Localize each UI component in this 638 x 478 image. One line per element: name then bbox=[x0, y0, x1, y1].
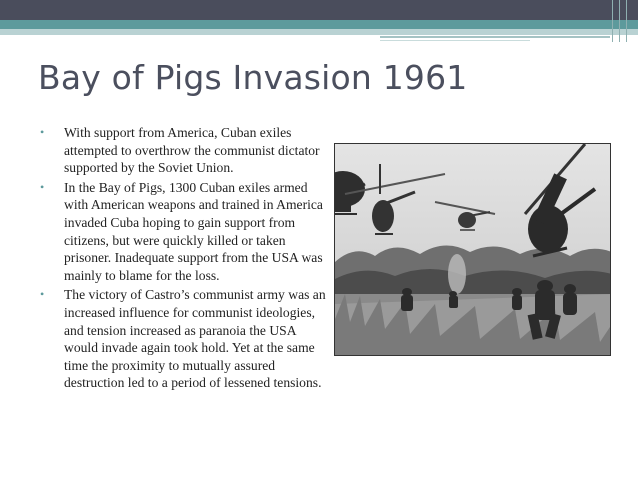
header-divider bbox=[619, 0, 620, 42]
bullet-text: The victory of Castro’s communist army was an increased influence for communist ideologies, and tension increased as paranoia the USA would invade again took hold. Yet at the same time the proximity to mutually assured destruction led to a period of lessened tensions. bbox=[64, 287, 326, 391]
bullet-list bbox=[38, 124, 328, 394]
bullet-item bbox=[38, 179, 328, 285]
header-band-light bbox=[0, 29, 638, 35]
bullet-dot-icon: • bbox=[40, 287, 45, 302]
header-band-dark bbox=[0, 0, 638, 20]
header-accent-line bbox=[380, 40, 530, 41]
header-accent-line bbox=[380, 36, 610, 38]
bullet-item bbox=[38, 124, 328, 177]
bullet-dot-icon: • bbox=[40, 125, 45, 139]
bullet-item bbox=[38, 286, 328, 392]
slide-title: Bay of Pigs Invasion 1961 bbox=[38, 58, 468, 97]
bullet-dot-icon: • bbox=[40, 179, 45, 194]
helicopter-scene-illustration bbox=[335, 144, 611, 356]
header-divider bbox=[626, 0, 627, 42]
header-divider bbox=[612, 0, 613, 42]
bullet-text: With support from America, Cuban exiles attempted to overthrow the communist dictator supported by the Soviet Union. bbox=[64, 125, 320, 176]
helicopter-photo bbox=[334, 143, 611, 356]
bullet-text: In the Bay of Pigs, 1300 Cuban exiles armed with American weapons and trained in America invaded Cuba hoping to gain support from citizens, but were quickly killed or taken prisoner. Inadequate support from the USA was mainly to blame for the loss. bbox=[64, 179, 323, 283]
header-band-teal bbox=[0, 20, 638, 29]
